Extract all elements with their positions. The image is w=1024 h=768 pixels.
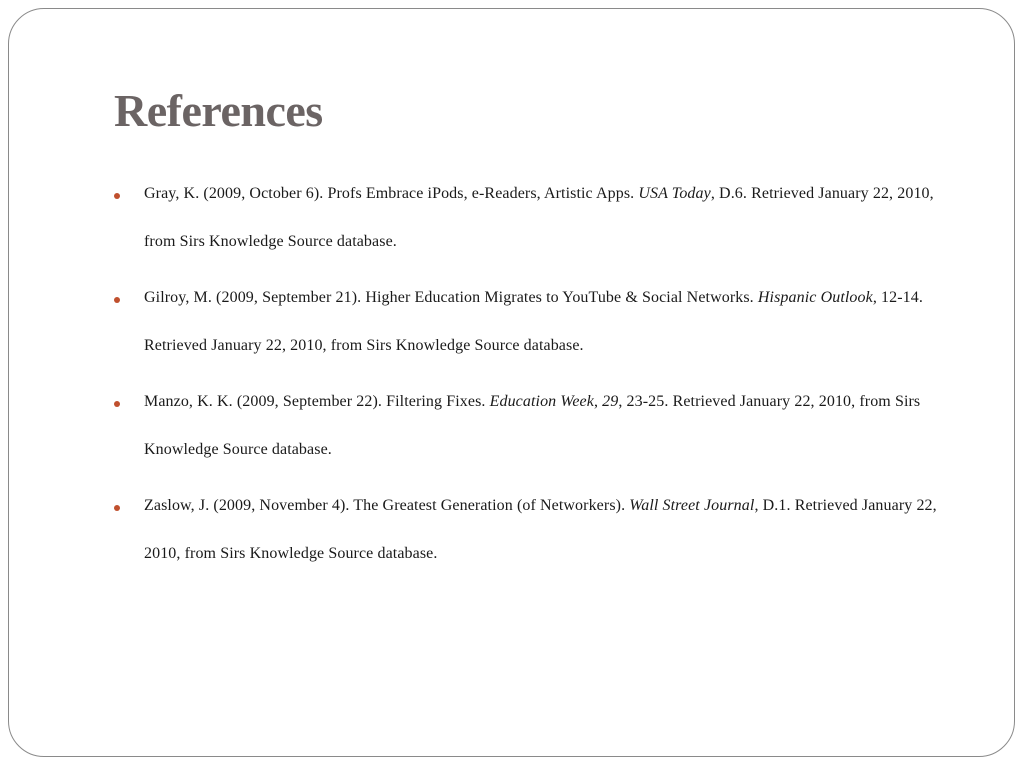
- reference-text: , 12-14. Retrieved January 22, 2010, from Sirs Knowledge Source database.: [144, 289, 923, 354]
- reference-volume: 29: [602, 393, 619, 410]
- reference-text: Zaslow, J. (2009, November 4). The Greatest Generation (of Networkers).: [144, 497, 630, 514]
- reference-text: , D.1. Retrieved January 22, 2010, from Sirs Knowledge Source database.: [144, 497, 937, 562]
- reference-text: , 23-25. Retrieved January 22, 2010, from Sirs Knowledge Source database.: [144, 393, 921, 458]
- bullet-icon: [114, 505, 120, 511]
- references-list: [114, 170, 969, 586]
- bullet-icon: [114, 297, 120, 303]
- bullet-icon: [114, 193, 120, 199]
- reference-source: USA Today: [638, 185, 711, 202]
- reference-source: Wall Street Journal: [629, 497, 755, 514]
- reference-text: ,: [593, 393, 603, 410]
- reference-item: [114, 482, 969, 578]
- reference-source: Education Week: [489, 393, 594, 410]
- slide-title: References: [114, 85, 323, 136]
- reference-text: Manzo, K. K. (2009, September 22). Filtering Fixes.: [144, 393, 490, 410]
- reference-item: [114, 274, 969, 370]
- reference-item: [114, 378, 969, 474]
- reference-text: Gilroy, M. (2009, September 21). Higher Education Migrates to YouTube & Social Networks.: [144, 289, 758, 306]
- reference-text: Gray, K. (2009, October 6). Profs Embrace iPods, e-Readers, Artistic Apps.: [144, 185, 639, 202]
- reference-item: [114, 170, 969, 266]
- reference-text: , D.6. Retrieved January 22, 2010, from Sirs Knowledge Source database.: [144, 185, 934, 250]
- reference-source: Hispanic Outlook: [757, 289, 873, 306]
- bullet-icon: [114, 401, 120, 407]
